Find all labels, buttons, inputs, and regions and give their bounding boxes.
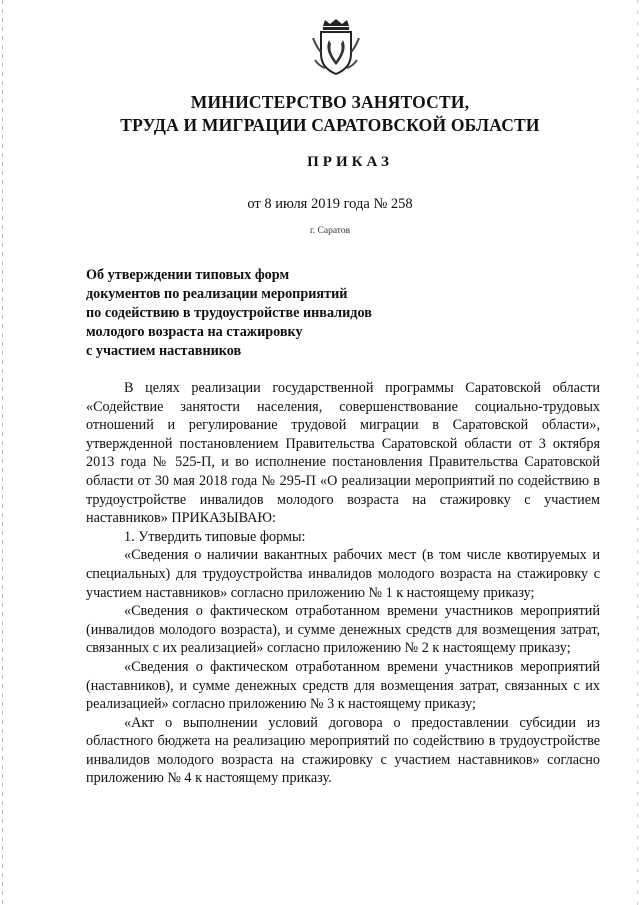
order-item-1: 1. Утвердить типовые формы: xyxy=(124,528,306,545)
subject-line: по содействию в трудоустройстве инвалидов xyxy=(86,305,372,321)
order-body xyxy=(86,379,600,788)
subject-line: с участием наставников xyxy=(86,343,242,359)
scan-edge-left xyxy=(2,0,3,905)
order-subject xyxy=(86,266,426,361)
date-and-number: от 8 июля 2019 года № 258 xyxy=(247,196,413,212)
ministry-name-line2: ТРУДА И МИГРАЦИИ САРАТОВСКОЙ ОБЛАСТИ xyxy=(120,115,540,135)
form-item-appendix-3: «Сведения о фактическом отработанном времени участников мероприятий (наставников), и сумме денежных средств для возмещения затрат, связанных с их реализацией» согласно приложению № 3 к настоящему приказу; xyxy=(86,658,600,713)
form-item-appendix-1: «Сведения о наличии вакантных рабочих мест (в том числе квотируемых и специальных) для трудоустройства инвалидов молодого возраста на стажировку с участием наставников» согласно приложению № 1 к настоящему приказу; xyxy=(86,547,600,601)
form-item-appendix-2: «Сведения о фактическом отработанном времени участников мероприятий (инвалидов молодого возраста), и сумме денежных средств для возмещения затрат, связанных с их реализацией» согласно приложению № 2 к настоящему приказу; xyxy=(86,603,600,657)
subject-line: молодого возраста на стажировку xyxy=(86,324,303,340)
preamble-paragraph: В целях реализации государственной программы Саратовской области «Содействие занятости населения, совершенствование социально-трудовых отношений и регулирование трудовой миграции в Саратовской области», утвержденной постановлением Правительства Саратовской области от 3 октября 2013 года № 525-П, и во исполнение постановления Правительства Саратовской области от 30 мая 2018 года № 295-П «О реализации мероприятий по содействию в трудоустройстве инвалидов молодого возраста на стажировку с участием наставников» ПРИКАЗЫВАЮ: xyxy=(86,380,600,527)
document-type: ПРИКАЗ xyxy=(307,154,393,170)
form-item-appendix-4: «Акт о выполнении условий договора о предоставлении субсидии из областного бюджета на реализацию мероприятий по содействию в трудоустройстве инвалидов молодого возраста на стажировку с участием наставников» согласно приложению № 4 к настоящему приказу. xyxy=(86,714,600,787)
ministry-name-line1: МИНИСТЕРСТВО ЗАНЯТОСТИ, xyxy=(190,92,470,112)
subject-line: документов по реализации мероприятий xyxy=(86,286,348,302)
city: г. Саратов xyxy=(309,226,351,236)
subject-line: Об утверждении типовых форм xyxy=(86,267,290,283)
saratov-coat-of-arms-icon xyxy=(311,18,361,76)
